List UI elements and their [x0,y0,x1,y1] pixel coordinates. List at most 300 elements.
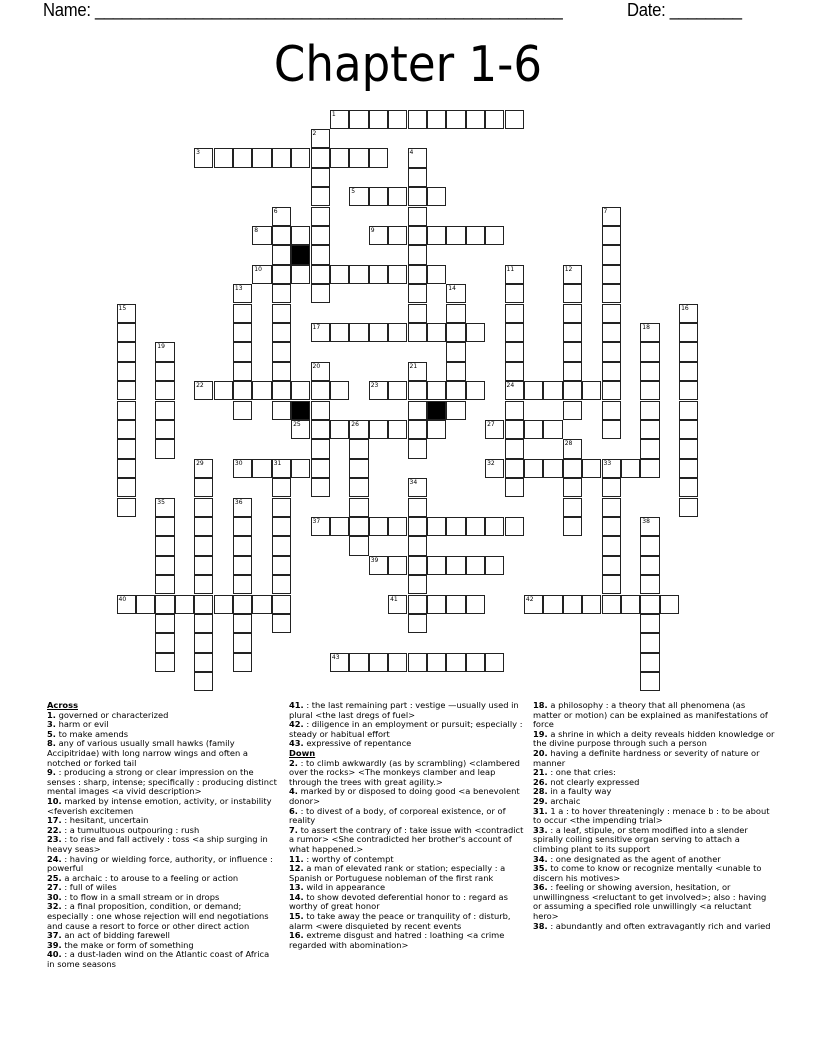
grid-cell[interactable] [446,517,465,536]
grid-cell[interactable] [272,245,291,264]
grid-cell[interactable] [349,420,368,439]
grid-cell[interactable] [194,498,213,517]
grid-cell[interactable] [563,498,582,517]
grid-cell[interactable] [349,498,368,517]
grid-cell[interactable] [446,401,465,420]
grid-cell[interactable] [563,595,582,614]
grid-cell[interactable] [446,381,465,400]
grid-cell[interactable] [194,575,213,594]
date-field[interactable]: Date: ________ [627,0,742,20]
grid-cell[interactable] [408,653,427,672]
grid-cell[interactable] [602,284,621,303]
grid-cell[interactable] [505,284,524,303]
grid-cell[interactable] [311,381,330,400]
grid-cell[interactable] [233,401,252,420]
grid-cell[interactable] [679,381,698,400]
grid-cell[interactable] [369,556,388,575]
grid-cell[interactable] [582,595,601,614]
grid-cell[interactable] [369,420,388,439]
grid-cell[interactable] [408,439,427,458]
grid-cell[interactable] [563,323,582,342]
grid-cell[interactable] [194,633,213,652]
grid-cell[interactable] [466,517,485,536]
grid-cell[interactable] [640,556,659,575]
grid-cell[interactable] [117,459,136,478]
grid-cell[interactable] [582,381,601,400]
grid-cell[interactable] [117,304,136,323]
grid-cell[interactable] [155,381,174,400]
grid-cell[interactable] [505,323,524,342]
grid-cell[interactable] [349,439,368,458]
grid-cell[interactable] [194,381,213,400]
grid-cell[interactable] [505,342,524,361]
grid-cell[interactable] [679,478,698,497]
grid-cell[interactable] [233,595,252,614]
grid-cell[interactable] [602,595,621,614]
grid-cell[interactable] [117,595,136,614]
grid-cell[interactable] [330,265,349,284]
grid-cell[interactable] [194,595,213,614]
grid-cell[interactable] [272,265,291,284]
grid-cell[interactable] [117,342,136,361]
grid-cell[interactable] [291,226,310,245]
grid-cell[interactable] [194,517,213,536]
grid-cell[interactable] [602,207,621,226]
grid-cell[interactable] [543,595,562,614]
grid-cell[interactable] [640,439,659,458]
grid-cell[interactable] [117,362,136,381]
grid-cell[interactable] [369,187,388,206]
grid-cell[interactable] [155,614,174,633]
grid-cell[interactable] [485,459,504,478]
grid-cell[interactable] [194,148,213,167]
grid-cell[interactable] [233,381,252,400]
grid-cell[interactable] [485,556,504,575]
grid-cell[interactable] [388,265,407,284]
grid-cell[interactable] [155,362,174,381]
grid-cell[interactable] [640,536,659,555]
grid-cell[interactable] [679,498,698,517]
grid-cell[interactable] [233,633,252,652]
grid-cell[interactable] [388,653,407,672]
grid-cell[interactable] [311,245,330,264]
grid-cell[interactable] [311,323,330,342]
grid-cell[interactable] [563,342,582,361]
grid-cell[interactable] [155,401,174,420]
grid-cell[interactable] [408,478,427,497]
grid-cell[interactable] [291,459,310,478]
grid-cell[interactable] [311,265,330,284]
grid-cell[interactable] [194,653,213,672]
grid-cell[interactable] [233,148,252,167]
grid-cell[interactable] [408,168,427,187]
grid-cell[interactable] [330,323,349,342]
grid-cell[interactable] [640,517,659,536]
grid-cell[interactable] [272,536,291,555]
grid-cell[interactable] [155,420,174,439]
grid-cell[interactable] [194,556,213,575]
grid-cell[interactable] [640,342,659,361]
grid-cell[interactable] [194,478,213,497]
grid-cell[interactable] [311,459,330,478]
grid-cell[interactable] [408,110,427,129]
grid-cell[interactable] [252,265,271,284]
grid-cell[interactable] [446,226,465,245]
grid-cell[interactable] [349,110,368,129]
grid-cell[interactable] [117,381,136,400]
grid-cell[interactable] [505,381,524,400]
grid-cell[interactable] [194,614,213,633]
grid-cell[interactable] [388,110,407,129]
grid-cell[interactable] [466,556,485,575]
grid-cell[interactable] [466,653,485,672]
grid-cell[interactable] [155,498,174,517]
grid-cell[interactable] [233,517,252,536]
grid-cell[interactable] [563,459,582,478]
grid-cell[interactable] [388,556,407,575]
grid-cell[interactable] [272,575,291,594]
grid-cell[interactable] [505,362,524,381]
grid-cell[interactable] [175,595,194,614]
grid-cell[interactable] [388,187,407,206]
grid-cell[interactable] [505,304,524,323]
grid-cell[interactable] [155,595,174,614]
grid-cell[interactable] [408,614,427,633]
grid-cell[interactable] [679,401,698,420]
grid-cell[interactable] [679,439,698,458]
grid-cell[interactable] [485,517,504,536]
grid-cell[interactable] [427,323,446,342]
grid-cell[interactable] [369,148,388,167]
grid-cell[interactable] [524,459,543,478]
grid-cell[interactable] [543,459,562,478]
grid-cell[interactable] [505,478,524,497]
grid-cell[interactable] [388,323,407,342]
grid-cell[interactable] [427,420,446,439]
grid-cell[interactable] [311,148,330,167]
grid-cell[interactable] [311,226,330,245]
grid-cell[interactable] [369,653,388,672]
grid-cell[interactable] [408,575,427,594]
grid-cell[interactable] [427,187,446,206]
grid-cell[interactable] [272,498,291,517]
grid-cell[interactable] [408,323,427,342]
grid-cell[interactable] [252,226,271,245]
grid-cell[interactable] [330,517,349,536]
grid-cell[interactable] [214,381,233,400]
grid-cell[interactable] [349,148,368,167]
grid-cell[interactable] [602,323,621,342]
grid-cell[interactable] [252,595,271,614]
grid-cell[interactable] [233,284,252,303]
grid-cell[interactable] [602,556,621,575]
grid-cell[interactable] [349,187,368,206]
grid-cell[interactable] [660,595,679,614]
grid-cell[interactable] [427,265,446,284]
grid-cell[interactable] [388,517,407,536]
grid-cell[interactable] [272,556,291,575]
grid-cell[interactable] [408,148,427,167]
grid-cell[interactable] [369,323,388,342]
grid-cell[interactable] [408,420,427,439]
grid-cell[interactable] [408,498,427,517]
grid-cell[interactable] [446,110,465,129]
grid-cell[interactable] [466,226,485,245]
grid-cell[interactable] [233,614,252,633]
grid-cell[interactable] [349,478,368,497]
grid-cell[interactable] [602,245,621,264]
grid-cell[interactable] [408,536,427,555]
grid-cell[interactable] [291,381,310,400]
name-field[interactable]: Name: ____________________________________________________ [43,0,563,20]
grid-cell[interactable] [505,265,524,284]
grid-cell[interactable] [563,439,582,458]
grid-cell[interactable] [640,672,659,691]
grid-cell[interactable] [349,459,368,478]
grid-cell[interactable] [311,478,330,497]
grid-cell[interactable] [679,323,698,342]
grid-cell[interactable] [272,478,291,497]
grid-cell[interactable] [311,284,330,303]
grid-cell[interactable] [427,110,446,129]
grid-cell[interactable] [311,401,330,420]
grid-cell[interactable] [388,226,407,245]
grid-cell[interactable] [640,362,659,381]
grid-cell[interactable] [311,439,330,458]
grid-cell[interactable] [349,265,368,284]
grid-cell[interactable] [349,536,368,555]
grid-cell[interactable] [563,381,582,400]
grid-cell[interactable] [349,517,368,536]
grid-cell[interactable] [291,148,310,167]
grid-cell[interactable] [408,207,427,226]
grid-cell[interactable] [640,381,659,400]
grid-cell[interactable] [505,110,524,129]
grid-cell[interactable] [330,381,349,400]
grid-cell[interactable] [640,323,659,342]
grid-cell[interactable] [233,556,252,575]
grid-cell[interactable] [485,110,504,129]
grid-cell[interactable] [466,595,485,614]
grid-cell[interactable] [330,653,349,672]
grid-cell[interactable] [446,323,465,342]
grid-cell[interactable] [408,304,427,323]
grid-cell[interactable] [272,323,291,342]
grid-cell[interactable] [640,575,659,594]
grid-cell[interactable] [155,536,174,555]
grid-cell[interactable] [117,323,136,342]
grid-cell[interactable] [408,265,427,284]
grid-cell[interactable] [466,110,485,129]
grid-cell[interactable] [155,653,174,672]
grid-cell[interactable] [214,595,233,614]
grid-cell[interactable] [602,342,621,361]
grid-cell[interactable] [446,304,465,323]
grid-cell[interactable] [446,595,465,614]
grid-cell[interactable] [679,362,698,381]
grid-cell[interactable] [485,653,504,672]
grid-cell[interactable] [640,633,659,652]
grid-cell[interactable] [427,517,446,536]
grid-cell[interactable] [311,420,330,439]
grid-cell[interactable] [602,517,621,536]
grid-cell[interactable] [602,381,621,400]
grid-cell[interactable] [117,401,136,420]
grid-cell[interactable] [136,595,155,614]
grid-cell[interactable] [369,226,388,245]
grid-cell[interactable] [408,284,427,303]
grid-cell[interactable] [272,595,291,614]
grid-cell[interactable] [446,284,465,303]
grid-cell[interactable] [233,459,252,478]
grid-cell[interactable] [427,653,446,672]
grid-cell[interactable] [233,536,252,555]
grid-cell[interactable] [679,459,698,478]
grid-cell[interactable] [543,381,562,400]
grid-cell[interactable] [155,342,174,361]
grid-cell[interactable] [272,362,291,381]
grid-cell[interactable] [233,323,252,342]
grid-cell[interactable] [155,517,174,536]
grid-cell[interactable] [602,304,621,323]
grid-cell[interactable] [524,595,543,614]
grid-cell[interactable] [233,653,252,672]
grid-cell[interactable] [272,614,291,633]
grid-cell[interactable] [194,536,213,555]
grid-cell[interactable] [446,556,465,575]
grid-cell[interactable] [563,517,582,536]
grid-cell[interactable] [272,284,291,303]
grid-cell[interactable] [369,265,388,284]
grid-cell[interactable] [602,226,621,245]
grid-cell[interactable] [679,304,698,323]
grid-cell[interactable] [408,362,427,381]
grid-cell[interactable] [291,265,310,284]
grid-cell[interactable] [640,595,659,614]
grid-cell[interactable] [602,536,621,555]
grid-cell[interactable] [369,110,388,129]
grid-cell[interactable] [272,381,291,400]
grid-cell[interactable] [563,265,582,284]
grid-cell[interactable] [505,420,524,439]
grid-cell[interactable] [117,420,136,439]
grid-cell[interactable] [408,517,427,536]
grid-cell[interactable] [233,362,252,381]
grid-cell[interactable] [524,420,543,439]
grid-cell[interactable] [602,401,621,420]
grid-cell[interactable] [311,517,330,536]
grid-cell[interactable] [582,459,601,478]
grid-cell[interactable] [311,168,330,187]
grid-cell[interactable] [602,420,621,439]
grid-cell[interactable] [311,187,330,206]
grid-cell[interactable] [485,226,504,245]
grid-cell[interactable] [117,439,136,458]
grid-cell[interactable] [505,517,524,536]
grid-cell[interactable] [233,498,252,517]
grid-cell[interactable] [369,517,388,536]
grid-cell[interactable] [272,342,291,361]
grid-cell[interactable] [543,420,562,439]
grid-cell[interactable] [233,304,252,323]
grid-cell[interactable] [155,439,174,458]
grid-cell[interactable] [408,401,427,420]
grid-cell[interactable] [349,323,368,342]
grid-cell[interactable] [679,342,698,361]
grid-cell[interactable] [427,556,446,575]
grid-cell[interactable] [272,148,291,167]
grid-cell[interactable] [446,342,465,361]
grid-cell[interactable] [427,595,446,614]
grid-cell[interactable] [505,459,524,478]
grid-cell[interactable] [272,401,291,420]
grid-cell[interactable] [408,187,427,206]
grid-cell[interactable] [640,653,659,672]
grid-cell[interactable] [330,110,349,129]
grid-cell[interactable] [485,420,504,439]
grid-cell[interactable] [117,498,136,517]
grid-cell[interactable] [272,207,291,226]
grid-cell[interactable] [466,323,485,342]
grid-cell[interactable] [408,595,427,614]
grid-cell[interactable] [563,304,582,323]
grid-cell[interactable] [272,304,291,323]
grid-cell[interactable] [621,459,640,478]
grid-cell[interactable] [349,653,368,672]
grid-cell[interactable] [563,284,582,303]
grid-cell[interactable] [602,498,621,517]
grid-cell[interactable] [640,420,659,439]
grid-cell[interactable] [388,381,407,400]
grid-cell[interactable] [602,459,621,478]
grid-cell[interactable] [311,362,330,381]
grid-cell[interactable] [602,575,621,594]
grid-cell[interactable] [427,381,446,400]
grid-cell[interactable] [233,342,252,361]
grid-cell[interactable] [640,614,659,633]
grid-cell[interactable] [602,362,621,381]
grid-cell[interactable] [272,517,291,536]
grid-cell[interactable] [194,459,213,478]
grid-cell[interactable] [408,245,427,264]
grid-cell[interactable] [408,556,427,575]
grid-cell[interactable] [388,420,407,439]
grid-cell[interactable] [155,633,174,652]
grid-cell[interactable] [155,575,174,594]
grid-cell[interactable] [679,420,698,439]
grid-cell[interactable] [291,420,310,439]
grid-cell[interactable] [311,129,330,148]
grid-cell[interactable] [369,381,388,400]
grid-cell[interactable] [563,401,582,420]
grid-cell[interactable] [446,653,465,672]
grid-cell[interactable] [427,226,446,245]
grid-cell[interactable] [252,148,271,167]
grid-cell[interactable] [252,459,271,478]
grid-cell[interactable] [155,556,174,575]
grid-cell[interactable] [311,207,330,226]
grid-cell[interactable] [621,595,640,614]
grid-cell[interactable] [563,478,582,497]
grid-cell[interactable] [194,672,213,691]
grid-cell[interactable] [602,478,621,497]
grid-cell[interactable] [466,381,485,400]
grid-cell[interactable] [117,478,136,497]
grid-cell[interactable] [524,381,543,400]
grid-cell[interactable] [505,439,524,458]
grid-cell[interactable] [272,459,291,478]
grid-cell[interactable] [408,226,427,245]
